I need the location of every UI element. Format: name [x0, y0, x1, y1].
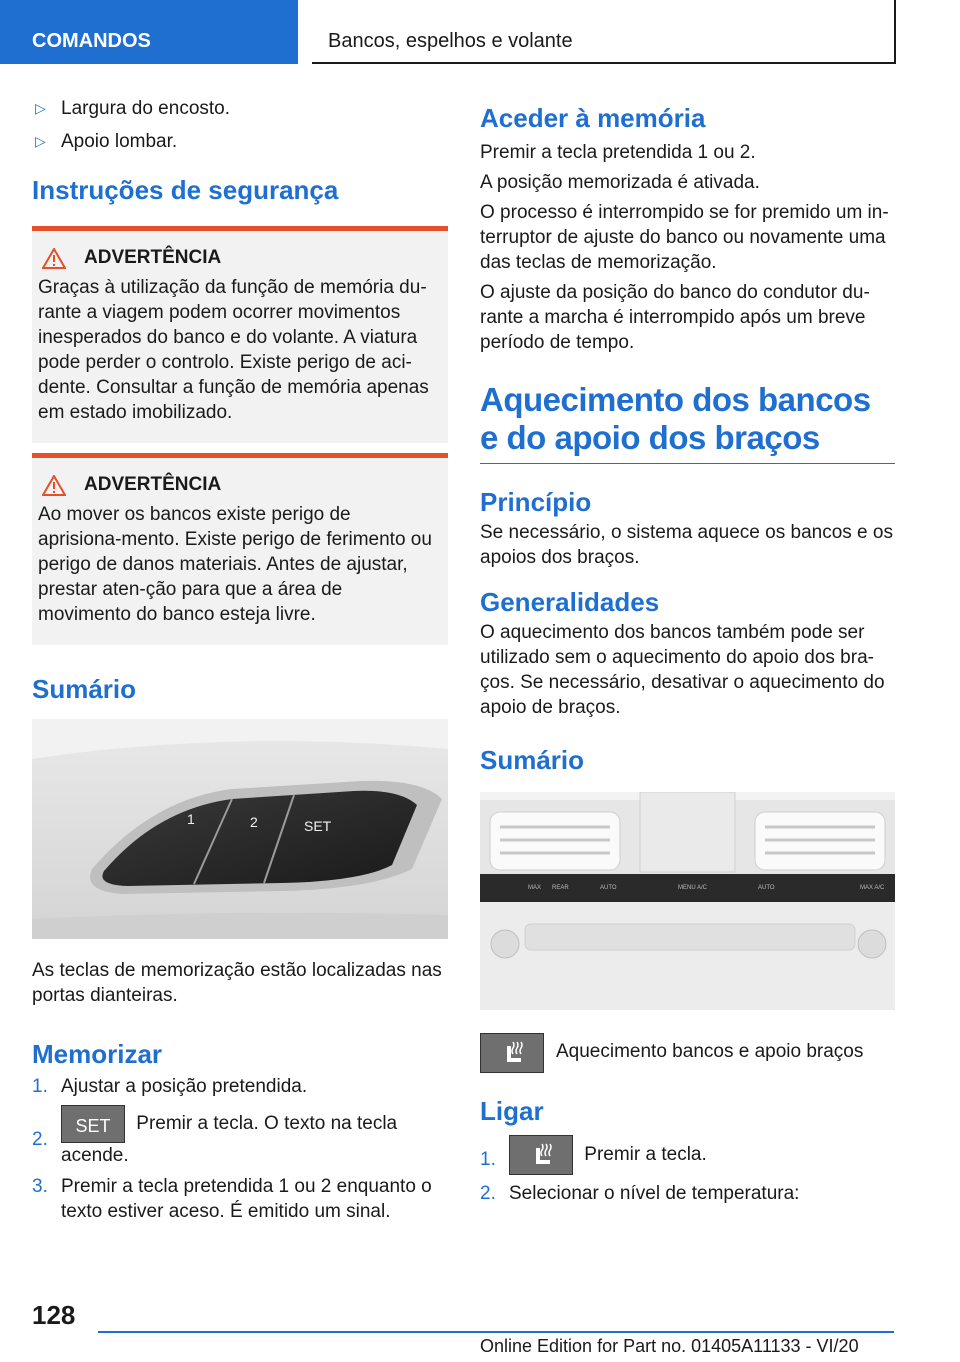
triangle-bullet-icon: ▷	[35, 100, 46, 116]
summary-caption: As teclas de memorização estão localizadas nas portas dianteiras.	[32, 960, 442, 1006]
warning-box	[32, 453, 448, 645]
safety-heading: Instruções de segurança	[32, 175, 339, 205]
memory-button-2: 2	[250, 814, 258, 830]
heating-heading: Aquecimento dos bancos e do apoio dos braços	[480, 381, 895, 464]
panel-label: AUTO	[600, 885, 617, 891]
general-heading: Generalidades	[480, 587, 660, 617]
memory-buttons-photo	[32, 719, 448, 939]
climate-panel-photo	[480, 792, 895, 1010]
warning-box	[32, 226, 448, 443]
footer-divider	[98, 1331, 894, 1333]
paragraph: A posição memorizada é ativada.	[480, 172, 760, 193]
left-column	[32, 96, 448, 1230]
heat-caption: Aquecimento bancos e apoio braços	[556, 1041, 864, 1062]
warning-text: Ao mover os bancos existe perigo de aprisiona-mento. Existe perigo de ferimento ou perigo de danos materiais. Antes de ajustar, prestar aten-ção para que a área de movimento do banco esteja livre.	[38, 504, 432, 625]
heat-caption-row	[480, 1033, 895, 1073]
right-column	[480, 96, 895, 1212]
paragraph: O ajuste da posição do banco do condutor du-rante a marcha é interrompido após um breve período de tempo.	[480, 282, 870, 353]
list-item: ▷ Apoio lombar.	[32, 129, 448, 154]
panel-label: MENU A/C	[678, 885, 708, 891]
list-item: 1. Ajustar a posição pretendida.	[32, 1076, 308, 1097]
triangle-bullet-icon: ▷	[35, 133, 46, 149]
summary-heading: Sumário	[32, 674, 137, 704]
list-item: ▷ Largura do encosto.	[32, 96, 448, 121]
set-key-icon: SET	[61, 1105, 125, 1143]
list-item: 3. Premir a tecla pretendida 1 ou 2 enquanto o texto estiver aceso. É emitido um sinal.	[32, 1176, 432, 1222]
page-number: 128	[32, 1300, 76, 1330]
list-item: 1. Premir a tecla.	[480, 1135, 895, 1175]
panel-label: AUTO	[758, 885, 775, 891]
list-item: 2. SET Premir a tecla. O texto na tecla acende.	[32, 1105, 448, 1168]
warning-triangle-icon	[42, 475, 66, 496]
seat-heating-icon	[480, 1033, 544, 1073]
principle-heading: Princípio	[480, 487, 592, 517]
header-section: COMANDOS	[0, 0, 298, 64]
warning-triangle-icon	[42, 248, 66, 269]
seat-heating-icon	[509, 1135, 573, 1175]
warning-title: ADVERTÊNCIA	[84, 474, 222, 495]
memory-button-1: 1	[187, 811, 195, 827]
on-heading: Ligar	[480, 1096, 544, 1126]
paragraph: O processo é interrompido se for premido um in-terruptor de ajuste do banco ou novamente uma das teclas de memorização.	[480, 202, 889, 273]
list-item: 2. Selecionar o nível de temperatura:	[480, 1183, 800, 1204]
warning-text: Graças à utilização da função de memória du-rante a viagem podem ocorrer movimentos inesperados do banco e do volante. A viatura pode perder o controlo. Existe perigo de aci-dente. Consultar a função de memória apenas em estado imobilizado.	[38, 277, 429, 423]
memory-button-set: SET	[304, 818, 332, 834]
panel-label: MAX A/C	[860, 885, 885, 891]
warning-title: ADVERTÊNCIA	[84, 247, 222, 268]
panel-label: REAR	[552, 885, 569, 891]
summary-heading: Sumário	[480, 745, 585, 775]
paragraph: O aquecimento dos bancos também pode ser utilizado sem o aquecimento do apoio dos bra-ços. Se necessário, desativar o aquecimento do apoio de braços.	[480, 622, 885, 718]
memorize-heading: Memorizar	[32, 1039, 163, 1069]
paragraph: Se necessário, o sistema aquece os bancos e os apoios dos braços.	[480, 522, 893, 568]
paragraph: Premir a tecla pretendida 1 ou 2.	[480, 142, 756, 163]
panel-label: MAX	[528, 885, 542, 891]
access-heading: Aceder à memória	[480, 103, 706, 133]
header-chapter: Bancos, espelhos e volante	[312, 0, 896, 64]
footer-edition: Online Edition for Part no. 01405A11133 - VI/20	[480, 1336, 859, 1356]
